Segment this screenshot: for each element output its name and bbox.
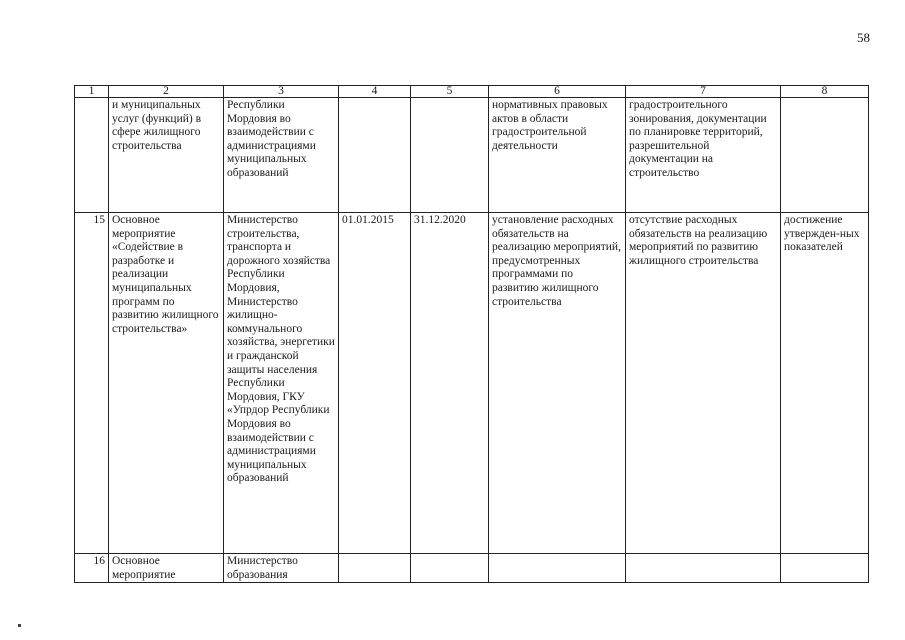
measure-name-cell: Основное мероприятие «Содействие в разработке и реализации муниципальных программ по развитию жилищного строительства» <box>109 213 224 554</box>
start-date-cell <box>339 98 411 213</box>
header-cell: 7 <box>626 86 781 98</box>
scan-speck <box>18 624 21 627</box>
executor-cell: Министерство строительства, транспорта и дорожного хозяйства Республики Мордовия, Министерство жилищно-коммунального хозяйства, энергетики и гражданской защиты населения Республики Мордовия, ГКУ «Упрдор Республики Мордовия во взаимодействии с администрациями муниципальных образований <box>224 213 339 554</box>
start-date-cell <box>339 554 411 583</box>
header-cell: 5 <box>411 86 489 98</box>
page-number: 58 <box>857 30 870 45</box>
row-number-cell: 15 <box>75 213 109 554</box>
consequences-cell: градостроительного зонирования, документации по планировке территорий, разрешительной документации на строительство <box>626 98 781 213</box>
executor-cell: Республики Мордовия во взаимодействии с администрациями муниципальных образований <box>224 98 339 213</box>
indicator-cell <box>781 554 869 583</box>
table-row <box>75 554 869 583</box>
end-date-cell <box>411 98 489 213</box>
header-cell: 3 <box>224 86 339 98</box>
indicator-cell <box>781 98 869 213</box>
measure-name-cell: Основное мероприятие <box>109 554 224 583</box>
expected-result-cell <box>489 554 626 583</box>
start-date-cell: 01.01.2015 <box>339 213 411 554</box>
header-cell: 4 <box>339 86 411 98</box>
consequences-cell: отсутствие расходных обязательств на реализацию мероприятий по развитию жилищного строительства <box>626 213 781 554</box>
measures-table <box>74 85 869 583</box>
header-cell: 8 <box>781 86 869 98</box>
indicator-cell: достижение утвержден-ных показателей <box>781 213 869 554</box>
header-cell: 1 <box>75 86 109 98</box>
expected-result-cell: нормативных правовых актов в области градостроительной деятельности <box>489 98 626 213</box>
measure-name-cell: и муниципальных услуг (функций) в сфере жилищного строительства <box>109 98 224 213</box>
executor-cell: Министерство образования <box>224 554 339 583</box>
table-row <box>75 213 869 554</box>
expected-result-cell: установление расходных обязательств на реализацию мероприятий, предусмотренных программами по развитию жилищного строительства <box>489 213 626 554</box>
end-date-cell <box>411 554 489 583</box>
table-header-row <box>75 86 869 98</box>
row-number-cell: 16 <box>75 554 109 583</box>
table-row <box>75 98 869 213</box>
header-cell: 2 <box>109 86 224 98</box>
header-cell: 6 <box>489 86 626 98</box>
consequences-cell <box>626 554 781 583</box>
row-number-cell <box>75 98 109 213</box>
end-date-cell: 31.12.2020 <box>411 213 489 554</box>
